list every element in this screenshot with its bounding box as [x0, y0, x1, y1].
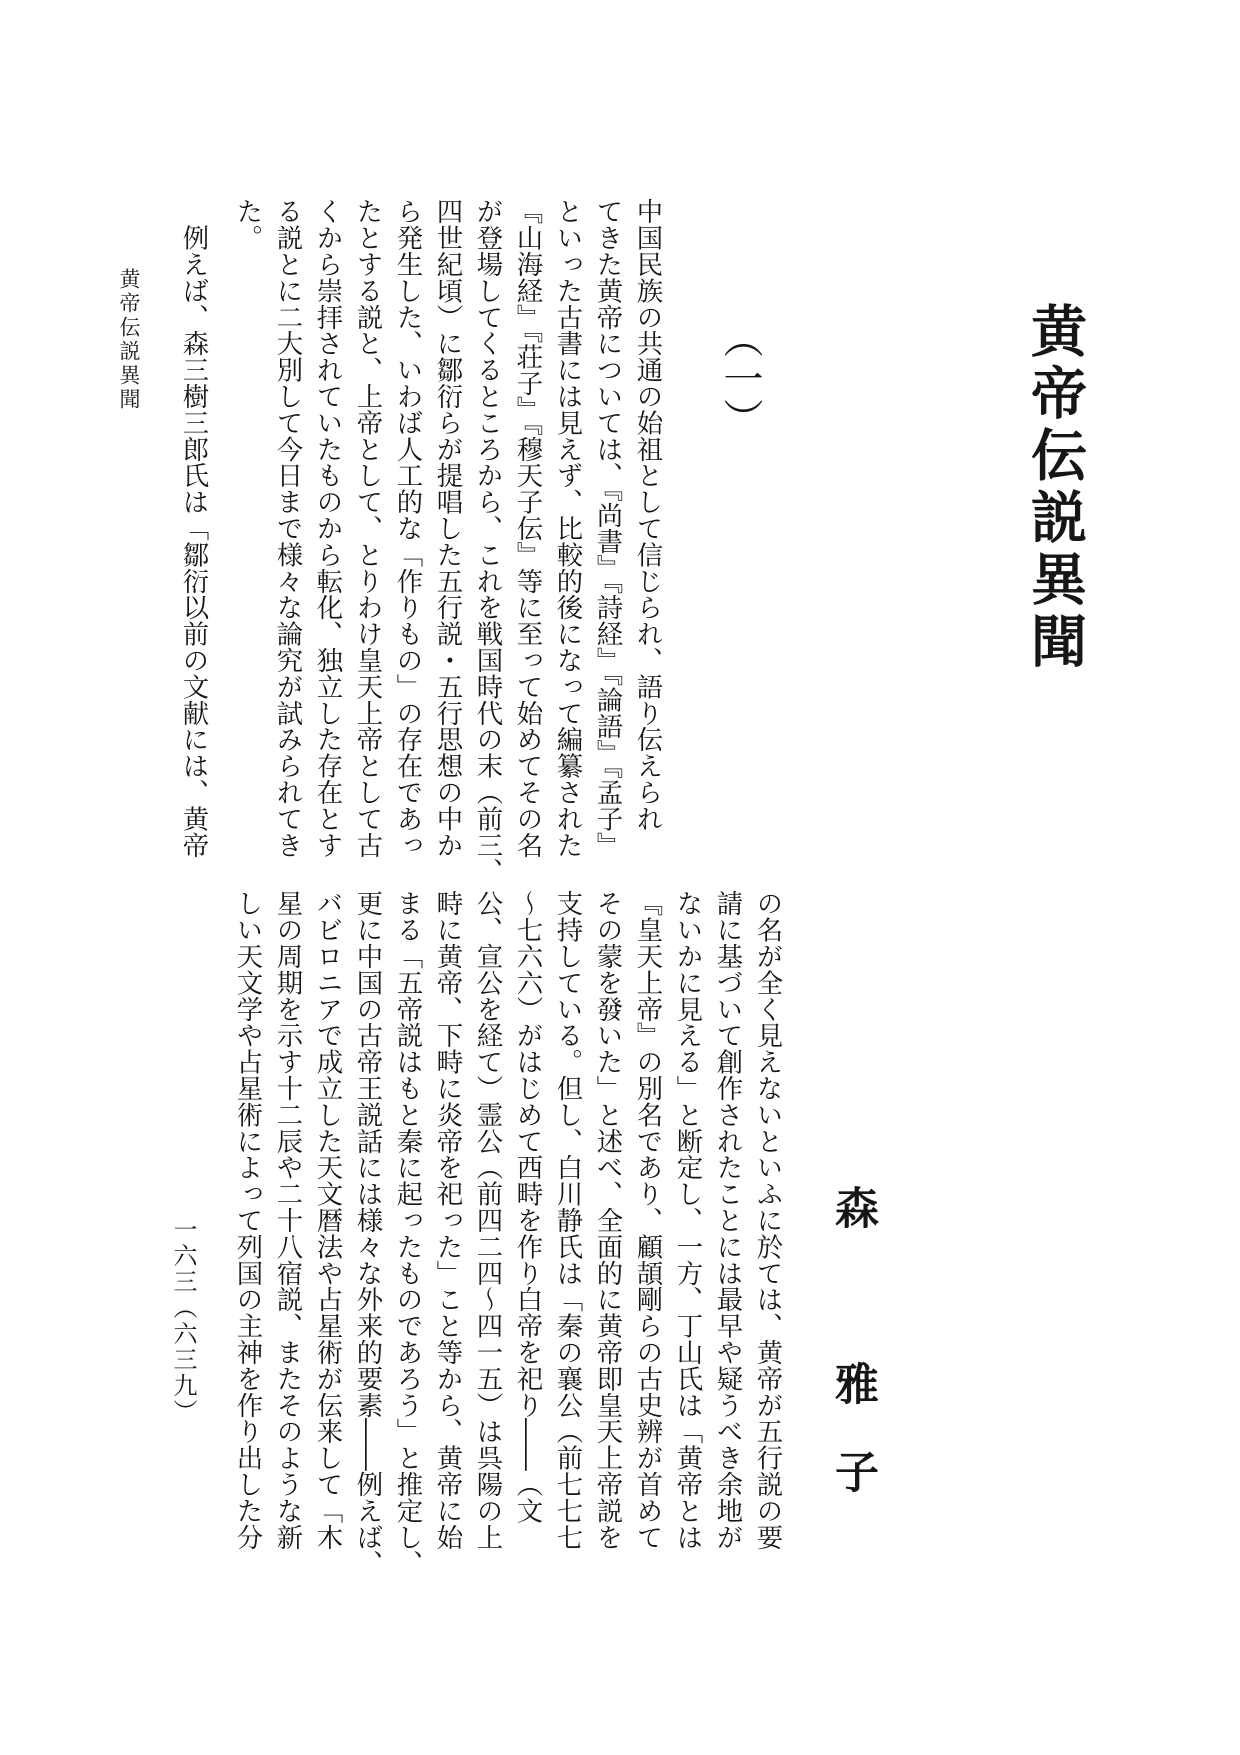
text-column: が登場してくるところから、これを戦国時代の末（前三、	[472, 198, 503, 885]
text-column: 星の周期を示す十二辰や二十八宿説、またそのような新	[272, 890, 303, 1550]
text-column: 『山海経』『荘子』『穆天子伝』等に至って始めてその名	[512, 198, 543, 858]
article-author: 森 雅子	[827, 1185, 878, 1537]
text-column: てきた黄帝については、『尚書』『詩経』『論語』『孟子』	[592, 198, 623, 858]
text-column: くから崇拝されていたものから転化、独立した存在とす	[312, 198, 343, 858]
text-column: 例えば、森三樹三郎氏は「鄒衍以前の文献には、黄帝	[178, 198, 209, 858]
text-column: 畤に黄帝、下畤に炎帝を祀った」こと等から、黄帝に始	[432, 890, 463, 1550]
article-title: 黄帝伝説異聞	[1022, 302, 1088, 674]
text-column: 『皇天上帝』の別名であり、顧頡剛らの古史辨が首めて	[632, 890, 663, 1550]
text-column: その蒙を發いた」と述べ、全面的に黄帝即皇天上帝説を	[592, 890, 623, 1550]
text-column: ないかに見える」と断定し、一方、丁山氏は「黄帝とは	[672, 890, 703, 1550]
text-column: 更に中国の古帝王説話には様々な外来的要素――例えば、	[352, 890, 383, 1577]
text-column: 四世紀頃）に鄒衍らが提唱した五行説・五行思想の中か	[432, 198, 463, 858]
text-column: バビロニアで成立した天文暦法や占星術が伝来して「木	[312, 890, 343, 1550]
text-column: しい天文学や占星術によって列国の主神を作り出した分	[232, 890, 263, 1550]
text-column: 〜七六六）がはじめて西畤を作り白帝を祀り――（文	[512, 890, 543, 1524]
text-column: る説とに二大別して今日まで様々な論究が試みられてき	[272, 198, 303, 858]
text-column: の名が全く見えないといふに於ては、黄帝が五行説の要	[752, 890, 783, 1550]
text-column: 請に基づいて創作されたことには最早や疑うべき余地が	[712, 890, 743, 1550]
page-number: 一六三（六三九）	[169, 1217, 197, 1425]
text-column: といった古書には見えず、比較的後になって編纂された	[552, 198, 583, 858]
text-column: た。	[232, 198, 263, 251]
running-head: 黄帝伝説異聞	[117, 268, 141, 412]
text-column: 公、宣公を経て）霊公（前四二四〜四一五）は呉陽の上	[472, 890, 503, 1550]
text-column: たとする説と、上帝として、とりわけ皇天上帝として古	[352, 198, 383, 858]
text-column: 中国民族の共通の始祖として信じられ、語り伝えられ	[632, 198, 663, 832]
section-number: （一）	[717, 318, 763, 438]
text-column: まる「五帝説はもと秦に起ったものであろう」と推定し、	[392, 890, 423, 1577]
text-column: 支持している。但し、白川静氏は「秦の襄公（前七七七	[552, 890, 583, 1550]
text-column: ら発生した、いわば人工的な「作りもの」の存在であっ	[392, 198, 423, 858]
